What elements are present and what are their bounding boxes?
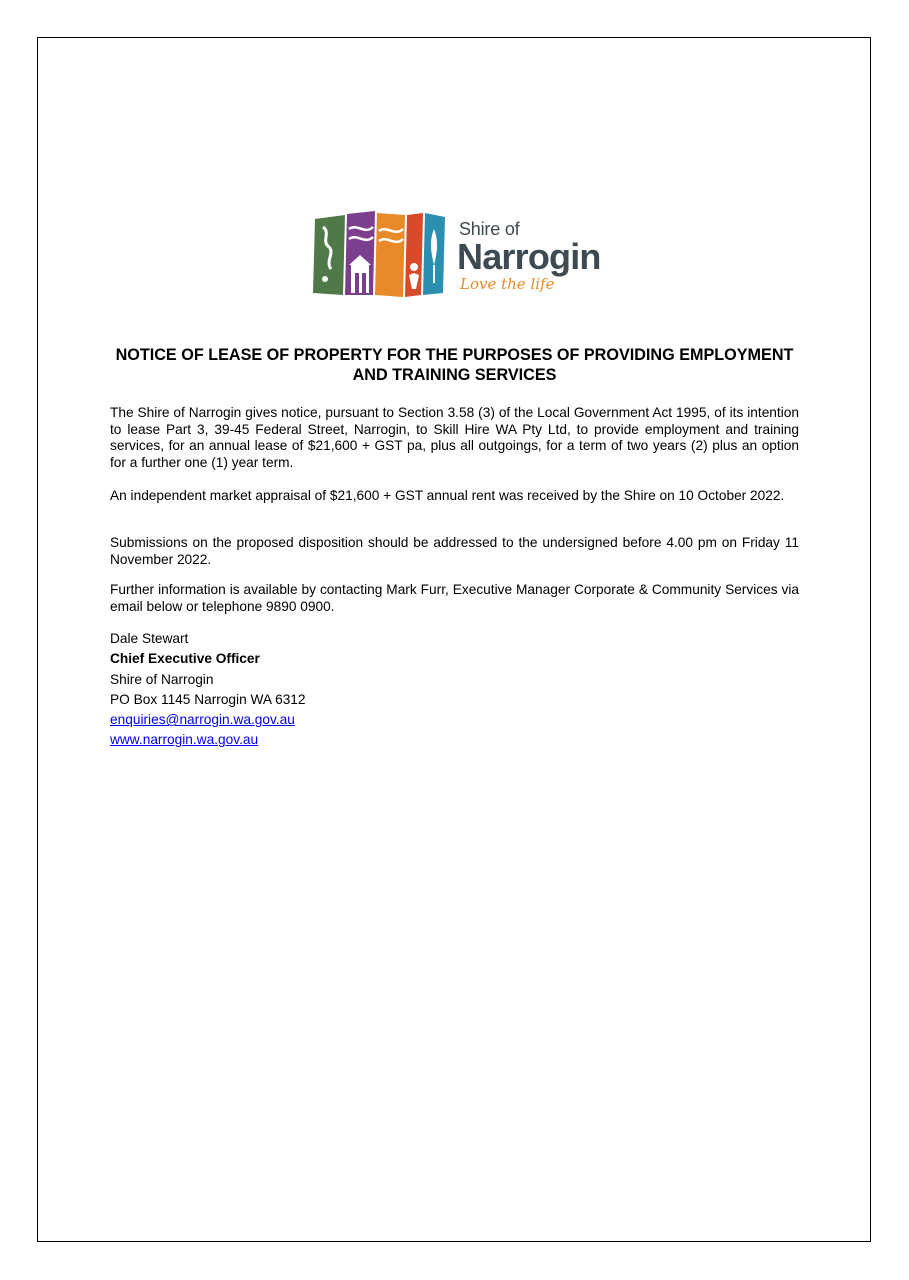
- shire-logo-emblem-icon: [313, 209, 448, 301]
- notice-title: NOTICE OF LEASE OF PROPERTY FOR THE PURPOSES OF PROVIDING EMPLOYMENT AND TRAINING SERVICES: [115, 346, 794, 384]
- signatory-organisation: Shire of Narrogin: [110, 671, 214, 687]
- notice-paragraph-appraisal: An independent market appraisal of $21,600 + GST annual rent was received by the Shire on 10 October 2022.: [110, 488, 785, 503]
- signatory-name: Dale Stewart: [110, 631, 189, 646]
- email-link[interactable]: enquiries@narrogin.wa.gov.au: [110, 712, 295, 728]
- logo-narrogin-text: Narrogin: [457, 236, 601, 277]
- logo-shire-of-text: Shire of: [459, 219, 520, 239]
- logo-tagline: Love the life: [460, 275, 555, 293]
- notice-paragraph-submissions: Submissions on the proposed disposition should be addressed to the undersigned before 4.00 pm on Friday 11 November 2022.: [110, 535, 799, 567]
- website-link[interactable]: www.narrogin.wa.gov.au: [110, 732, 259, 748]
- signature-block: [110, 629, 306, 751]
- notice-paragraph-contact: Further information is available by contacting Mark Furr, Executive Manager Corporate & Community Services via email below or telephone 9890 0900.: [110, 582, 799, 614]
- notice-paragraph-intro: The Shire of Narrogin gives notice, pursuant to Section 3.58 (3) of the Local Government Act 1995, of its intention to lease Part 3, 39-45 Federal Street, Narrogin, to Skill Hire WA Pty Ltd, to provide employment and training services, for an annual lease of $21,600 + GST pa, plus all outgoings, for a term of two years (2) plus an option for a further one (1) year term.: [110, 405, 799, 470]
- shire-logo: [313, 209, 613, 301]
- postal-address: PO Box 1145 Narrogin WA 6312: [110, 691, 306, 707]
- signatory-position: Chief Executive Officer: [110, 651, 260, 667]
